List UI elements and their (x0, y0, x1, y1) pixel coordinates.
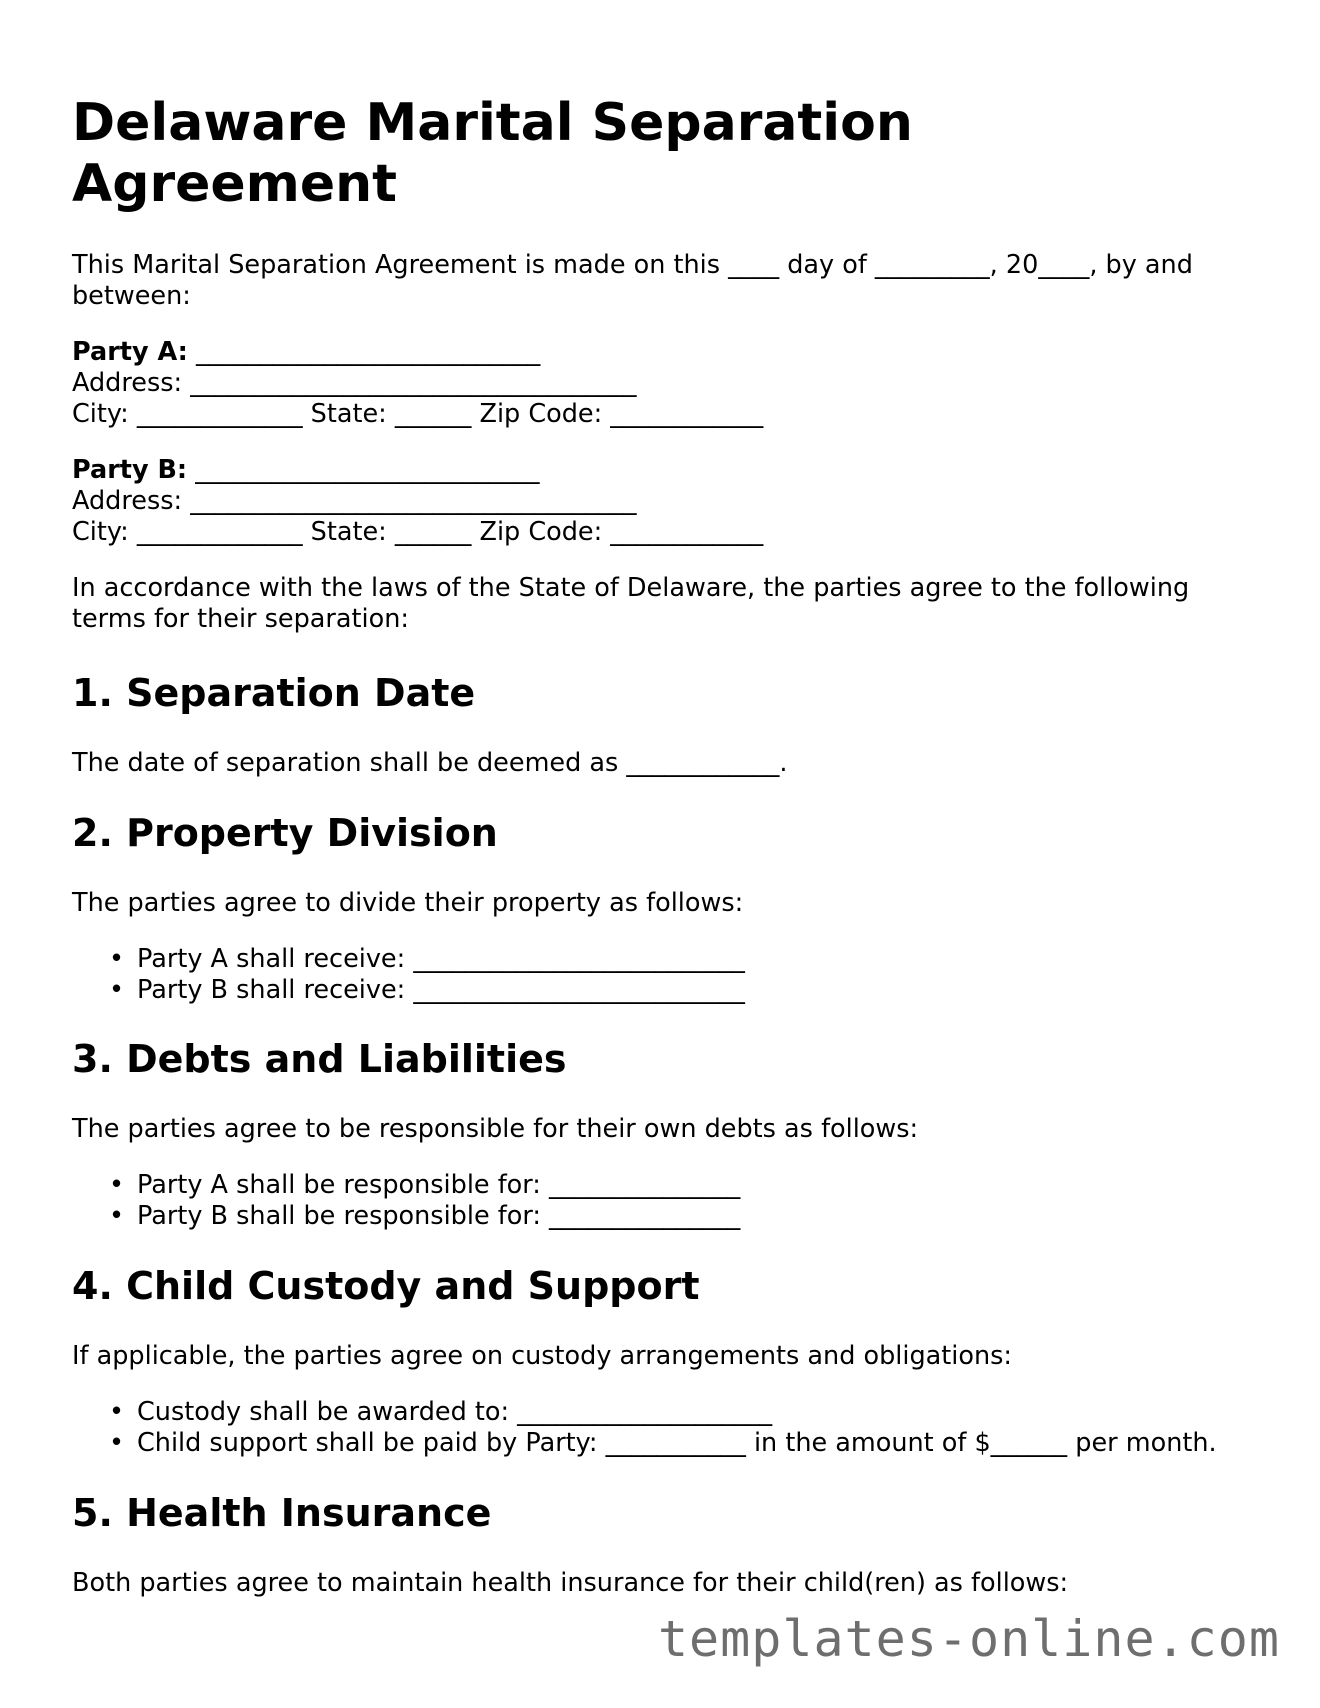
party-a-block (72, 337, 763, 430)
section-heading-child-custody: 4. Child Custody and Support (72, 1264, 700, 1308)
list-item-text: Party A shall receive: __________________________ (137, 944, 745, 974)
party-a-name-line (72, 337, 763, 368)
party-b-label: Party B: (72, 455, 188, 485)
list-item (72, 1201, 740, 1232)
list-item-text: Custody shall be awarded to: ____________________ (137, 1397, 773, 1427)
party-a-city-line: City: _____________ State: ______ Zip Code: ____________ (72, 399, 764, 429)
debts-list (72, 1170, 740, 1232)
party-a-label: Party A: (72, 337, 188, 367)
list-item-text: Party A shall be responsible for: _______________ (137, 1170, 741, 1200)
list-item (72, 1397, 1217, 1428)
bullet-icon: • (109, 1428, 125, 1458)
list-item (72, 1428, 1217, 1459)
intro-text: This Marital Separation Agreement is made on this ____ day of _________, 20____, by and between: (72, 250, 1193, 311)
party-b-name-line (72, 455, 763, 486)
section-heading-debts: 3. Debts and Liabilities (72, 1037, 567, 1081)
section-heading-health-insurance: 5. Health Insurance (72, 1491, 492, 1535)
section-text-property-division: The parties agree to divide their property as follows: (72, 888, 744, 918)
document-title: Delaware Marital Separation Agreement (72, 93, 913, 214)
watermark: templates-online.com (657, 1610, 1280, 1668)
section-text-child-custody: If applicable, the parties agree on custody arrangements and obligations: (72, 1341, 1013, 1371)
intro-paragraph (72, 250, 1242, 312)
bullet-icon: • (109, 1170, 125, 1200)
list-item-text: Party B shall be responsible for: _______________ (137, 1201, 741, 1231)
list-item-text: Party B shall receive: __________________________ (137, 975, 745, 1005)
party-b-name-blank: ___________________________ (187, 455, 540, 485)
bullet-icon: • (109, 975, 125, 1005)
bullet-icon: • (109, 944, 125, 974)
section-text-health-insurance: Both parties agree to maintain health insurance for their child(ren) as follows: (72, 1568, 1069, 1598)
accordance-paragraph (72, 573, 1242, 635)
party-a-name-blank: ___________________________ (187, 337, 541, 367)
bullet-icon: • (109, 1201, 125, 1231)
section-text-debts: The parties agree to be responsible for their own debts as follows: (72, 1114, 919, 1144)
accordance-text: In accordance with the laws of the State of Delaware, the parties agree to the following terms for their separation: (72, 573, 1190, 634)
party-a-address-line: Address: ___________________________________ (72, 368, 637, 398)
list-item (72, 944, 745, 975)
party-b-city-line: City: _____________ State: ______ Zip Code: ____________ (72, 517, 764, 547)
party-b-address-line: Address: ___________________________________ (72, 486, 637, 516)
custody-list (72, 1397, 1217, 1459)
property-list (72, 944, 745, 1006)
list-item (72, 1170, 740, 1201)
bullet-icon: • (109, 1397, 125, 1427)
section-heading-separation-date: 1. Separation Date (72, 671, 476, 715)
list-item-text: Child support shall be paid by Party: ___________ in the amount of $______ per month. (137, 1428, 1217, 1458)
list-item (72, 975, 745, 1006)
section-heading-property-division: 2. Property Division (72, 811, 498, 855)
party-b-block (72, 455, 763, 548)
section-text-separation-date: The date of separation shall be deemed as ____________. (72, 748, 788, 778)
